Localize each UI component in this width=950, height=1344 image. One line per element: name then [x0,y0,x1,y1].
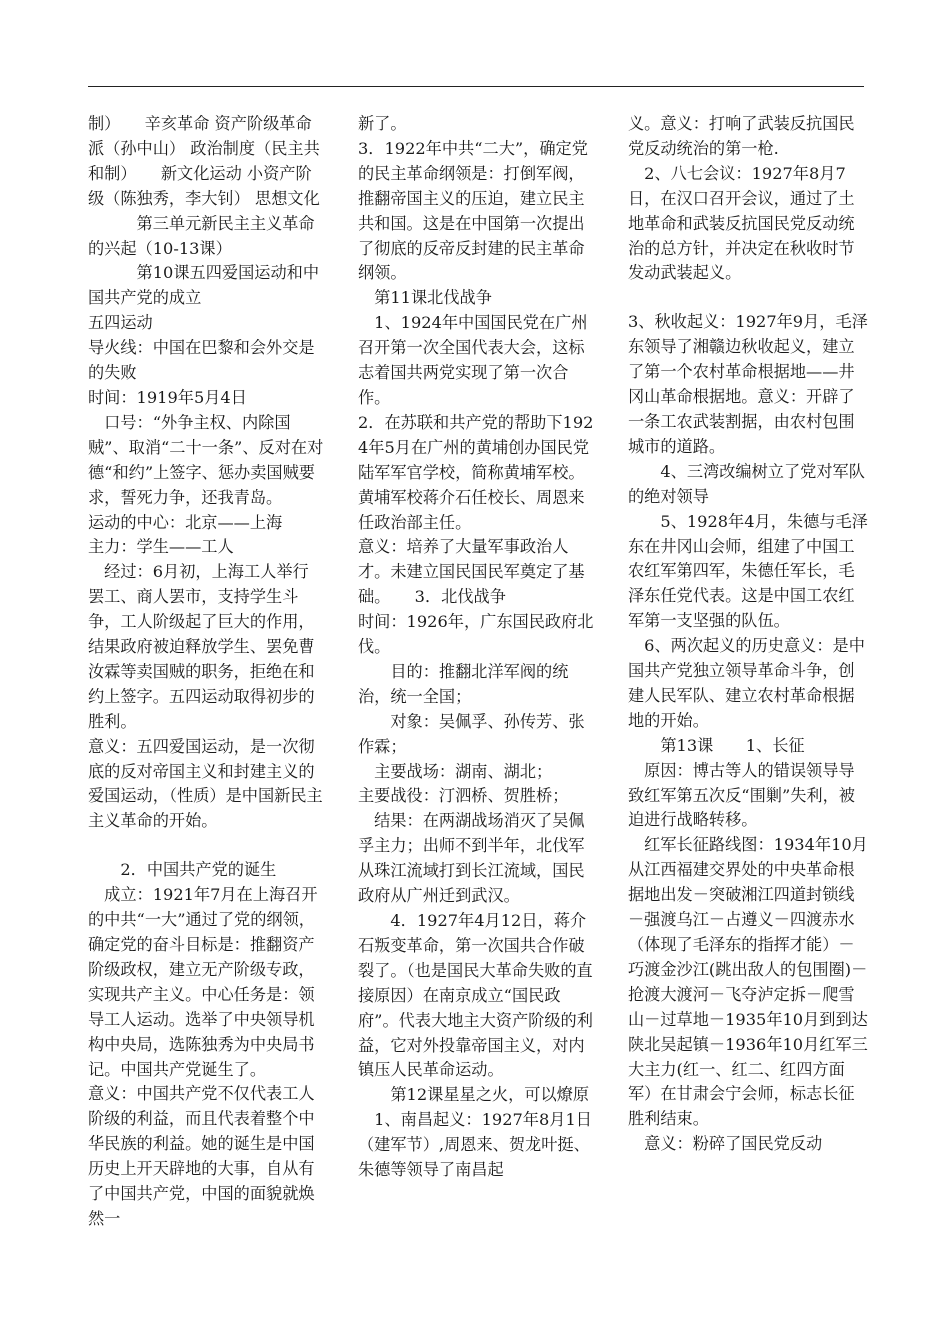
paragraph: 五四运动 [88,313,153,333]
paragraph: 原因：博古等人的错误领导导致红军第五次反“围剿”失利，被迫进行战略转移。 [628,760,855,830]
paragraph: 1、1924年中国国民党在广州召开第一次全国代表大会，这标志着国共两党实现了第一次合作。 [358,313,588,407]
paragraph: 义。意义：打响了武装反抗国民党反动统治的第一枪. [628,114,855,158]
paragraph [88,834,324,858]
paragraph: 第11课北伐战争 [358,288,492,308]
paragraph: 主要战役：汀泗桥、贺胜桥； [358,786,569,806]
paragraph: 6、两次起义的历史意义：是中国共产党独立领导革命斗争，创建人民军队、建立农村革命根据地的开始。 [628,636,865,730]
column-2 [358,112,596,1183]
paragraph: 运动的中心：北京——上海 [88,512,283,532]
paragraph: 目的：推翻北洋军阀的统治，统一全国； [358,661,569,706]
paragraph: 新了。 [358,114,407,133]
paragraph: 2．在苏联和共产党的帮助下1924年5月在广州的黄埔创办国民党陆军军官学校，简称黄埔军校。黄埔军校蒋介石任校长、周恩来任政治部主任。 [358,412,594,532]
paragraph: 2．中国共产党的诞生 [88,860,277,880]
paragraph: 第10课五四爱国运动和中国共产党的成立 [88,263,320,308]
paragraph: 5、1928年4月，朱德与毛泽东在井冈山会师，组建了中国工农红军第四军，朱德任军长，毛泽东任党代表。这是中国工农红军第一支坚强的队伍。 [628,511,868,631]
paragraph: 结果：在两湖战场消灭了吴佩孚主力；出师不到半年，北伐军从珠江流域打到长江流域，国民政府从广州迁到武汉。 [358,811,585,906]
paragraph: 1、南昌起义：1927年8月1日（建军节）,周恩来、贺龙叶挺、朱德等领导了南昌起 [358,1110,592,1180]
paragraph: 口号：“外争主权、内除国贼”、取消“二十一条”、反对在对德“和约”上签字、惩办卖国贼要求，誓死力争，还我青岛。 [88,412,324,507]
paragraph: 第三单元新民主主义革命的兴起（10-13课） [88,213,315,258]
column-1 [88,112,324,1232]
paragraph: 导火线：中国在巴黎和会外交是的失败 [88,338,315,383]
paragraph [628,286,868,310]
paragraph: 对象：吴佩孚、孙传芳、张作霖； [358,711,585,756]
paragraph: 2、八七会议：1927年8月7日，在汉口召开会议，通过了土地革命和武装反抗国民党反动统治的总方针，并决定在秋收时节发动武装起义。 [628,163,855,283]
column-3 [628,112,868,1157]
paragraph: 3．1922年中共“二大”，确定党的民主革命纲领是：打倒军阀，推翻帝国主义的压迫，建立民主共和国。这是在中国第一次提出了彻底的反帝反封建的民主革命纲领。 [358,138,588,283]
paragraph: 第12课星星之火，可以燎原 [358,1085,590,1105]
paragraph: 4、三湾改编树立了党对军队的绝对领导 [628,461,865,506]
paragraph: 经过：6月初，上海工人举行罢工、商人罢市，支持学生斗争，工人阶级起了巨大的作用，结果政府被迫释放学生、罢免曹汝霖等卖国贼的职务，拒绝在和约上签字。五四运动取得初步的胜利。 [88,562,315,731]
paragraph: 意义：粉碎了国民党反动 [628,1134,823,1154]
paragraph: 意义：中国共产党不仅代表工人阶级的利益，而且代表着整个中华民族的利益。她的诞生是中国历史上开天辟地的大事，自从有了中国共产党，中国的面貌就焕然一 [88,1084,315,1228]
header-rule [88,86,864,87]
paragraph: 制） 辛亥革命 资产阶级革命派（孙中山） 政治制度（民主共和制） 新文化运动 小资产阶级（陈独秀，李大钊） 思想文化 [88,114,320,208]
paragraph: 第13课 1、长征 [628,735,805,755]
paragraph: 意义：培养了大量军事政治人才。未建立国民国民军奠定了基础。 3．北伐战争 [358,537,585,607]
paragraph: 时间：1926年，广东国民政府北伐。 [358,612,594,657]
paragraph: 4．1927年4月12日，蒋介石叛变革命，第一次国共合作破裂了。（也是国民大革命失败的直接原因）在南京成立“国民政府”。代表大地主大资产阶级的利益，它对外投靠帝国主义，对内镇压人民革命运动。 [358,911,593,1080]
paragraph: 主要战场：湖南、湖北； [358,761,553,781]
paragraph: 意义：五四爱国运动，是一次彻底的反对帝国主义和封建主义的爱国运动，（性质）是中国新民主主义革命的开始。 [88,736,323,831]
paragraph: 成立：1921年7月在上海召开的中共“一大”通过了党的纲领，确定党的奋斗目标是：推翻资产阶级政权，建立无产阶级专政，实现共产主义。中心任务是：领导工人运动。选举了中央领导机构中央局，选陈独秀为中央局书记。中国共产党诞生了。 [88,885,318,1079]
paragraph: 主力：学生——工人 [88,537,234,557]
paragraph: 3、秋收起义：1927年9月，毛泽东领导了湘赣边秋收起义，建立了第一个农村革命根据地——井冈山革命根据地。意义：开辟了一条工农武装割据，由农村包围城市的道路。 [628,312,868,456]
paragraph: 时间：1919年5月4日 [88,387,247,407]
paragraph: 红军长征路线图：1934年10月从江西福建交界处的中央革命根据地出发－突破湘江四道封锁线－强渡乌江－占遵义－四渡赤水（体现了毛泽东的指挥才能）－巧渡金沙江(跳出敌人的包围圈)－抢渡大渡河－飞夺泸定拆－爬雪山－过草地－1935年10月到到达陕北吴起镇－1936年10月红军三大主力(红一、红二、红四方面军）在甘肃会宁会师，标志长征胜利结束。 [628,835,868,1129]
